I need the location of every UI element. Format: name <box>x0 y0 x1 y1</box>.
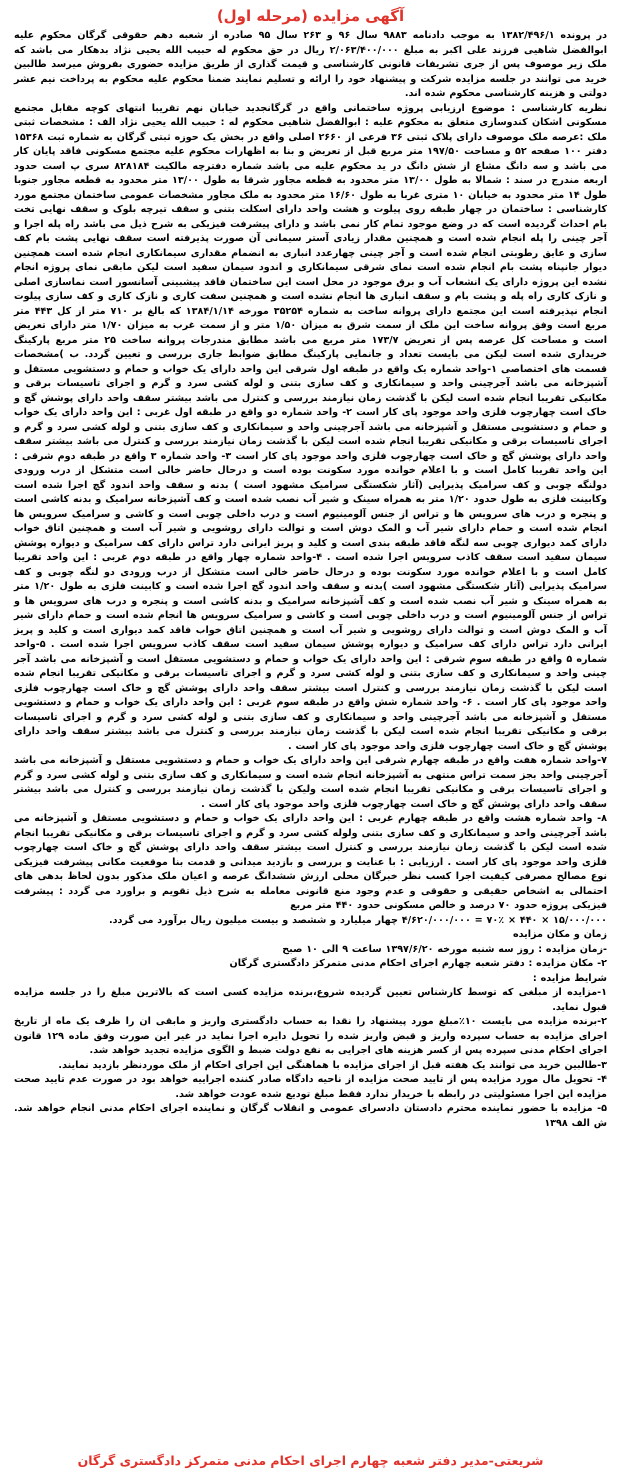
condition-item: ۳-طالبین خرید می توانند یک هفته قبل از اجرای مزایده با هماهنگی این اجرای احکام از ملک موردنظر بازدید نمایند. <box>58 1059 607 1071</box>
section-heading: شرایط مزایده : <box>532 972 607 984</box>
section-heading: زمان و مکان مزایده <box>512 929 607 940</box>
notice-paragraph: ۸- واحد شماره هشت واقع در طبقه چهارم غربی : این واحد دارای یک خواب و حمام و دستشویی مستقل و آشپزخانه می باشد آجرچینی واحد و سیمانکاری و کف سازی بتنی ولوله کشی سرد و گرم و اجرای تاسیسات برقی و مکانیکی تقریبا انجام شده است لیکن با گذشت زمان نیازمند بررسی و کنترل است بیشتر سقف واحد دارای پوشش گچ و خاک است چهارچوب فلزی واحد موجود پای کار است . ارزیابی : با عنایت و بررسی و بازدید میدانی و قدمت بنا موقعیت مکانی پیشرفت فیزیکی نوع مصالح مصرفی کیفیت اجرا کسب نظر خبرگان محلی ارزش ششدانگ عرصه و اعیان ملک مذکور بدون لحاظ بدهی های احتمالی به اشخاص حقیقی و حقوقی و عدم وجود منع قانونی معامله به شرح ذیل تقویم و براورد می گردد : پیشرفت فیزیکی پروژه حدود ۷۰ درصد و خالص مسکونی حدود ۴۴۰ متر مربع <box>14 813 607 911</box>
notice-paragraph: -زمان مزایده : روز سه شنبه مورخه ۱۳۹۷/۶/۲۰ ساعت ۹ الی ۱۰ صبح <box>282 943 607 955</box>
notice-paragraph: در پرونده ۱۳۸۲/۴۹۶/۱ به موجب دادنامه ۹۸۸۳ سال ۹۶ و ۲۶۳ سال ۹۵ صادره از شعبه دهم حقوقی گرگان محکوم علیه ابوالفضل شاهیی فرزند علی اکبر به مبلغ ۲/۰۶۳/۴۰۰/۰۰۰ ریال در حق محکوم له حبیب الله یحیی نژاد بدهکار می باشد که ملک زیر موصوف پس از جری تشریفات قانونی کارشناسی و قیمت گذاری از طریق مزایده حضوری بفروش میرسد طالبین خرید می توانند در جلسه مزایده شرکت و پیشنهاد خود را ارائه و تسلیم نمایند ضمنا محکوم علیه محکوم به پرداخت نیم عشر دولتی و هزینه کارشناسی محکوم شده اند. <box>14 30 608 99</box>
condition-item: ۱-مزایده از مبلغی که توسط کارشناس تعیین گردیده شروع،برنده مزایده کسی است که بالاترین مبلغ را در جلسه مزایده قبول نماید. <box>14 987 607 1013</box>
notice-body <box>14 29 607 1131</box>
notice-signature: شریعتی-مدیر دفتر شعبه چهارم اجرای احکام مدنی متمرکز دادگستری گرگان <box>77 1453 544 1468</box>
notice-paragraph: نظریه کارشناسی : موضوع ارزیابی پروژه ساختمانی واقع در گرگانجدید خیابان نهم تقریبا انتهای کوچه مقابل مجتمع مسکونی اشکان کندوسازی متعلق به محکوم علیه : ابوالفضل شاهیی محکوم له : حبیب الله یحیی نژاد الف : مشخصات ثبتی ملک :عرصه ملک موصوف دارای پلاک ثبتی ۳۶ فرعی از ۲۶۶۰ اصلی واقع در بخش یک حوزه ثبتی گرگان به شماره ثبت ۱۵۳۶۸ دفتر ۱۰۰ صفحه ۵۲ و مساحت ۱۹۷/۵۰ متر مربع قبل از تعریض و بنا به اظهارات محکوم علیه مجتمع مسکونی فاقد پایان کار می باشد و سه دانگ مشاع از شش دانگ در ید محکوم علیه می باشد شماره دفترچه مالکیت ۸۲۸۱۸۴ سری پ است حدود اربعه مندرج در سند : شمالا به طول ۱۳/۰۰ متر محدود به قطعه مجاور شرقا به طول ۱۳/۰۰ متر محدود به قطعه مجاور جنوبا طول ۱۴ متر محدود به خیابان ۱۰ متری غربا به طول ۱۶/۶۰ متر محدود به ملک مجاور مشخصات عمومی ساختمان مجتمع مورد کارشناسی : ساختمان در چهار طبقه روی پیلوت و هشت واحد دارای اسکلت بتنی و سقف تیرچه بلوک و سقف نهایی تخت بام احداث گردیده است که در وضع موجود تمام کار نمی باشد و دارای پیشرفت فیزیکی به شرح ذیل می باشد راه پله اجرا و آجر چینی را پله انجام شده است و همچنین مقدار زیادی آستر سیمانی آن صورت پذیرفته است سقف نهایی پشت بام کف سازی و عایق رطوبتی انجام شده است و آجر چینی چهارعدد انباری به انضمام مقداری سیمانکاری انجام شده است همچنین دیوار جانپناه پشت بام انجام شده است نمای شرقی سیمانکاری و اندود سیمان سفید است لیکن مابقی نمای پروژه انجام نشده این پروژه دارای یک انشعاب آب و برق موجود در محل است این ساختمان فاقد پیشبینی آسانسور است نماسازی اصلی و نازک کاری راه پله و پشت بام و سقف انباری ها انجام نشده است و همچنین سفت کاری و نازک کاری و کف سازی پیلوت انجام نپذیرفته است این مجتمع دارای پروانه ساخت به شماره ۳۵۲۵۴ مورخه ۱۳۸۴/۱/۱۴ که بالغ بر ۷۱۰ متر از کل ۴۴۳ متر مربع است وفق پروانه ساخت این ملک از سمت شرق به میزان ۱/۵۰ متر و از سمت غرب به میزان ۱/۷۰ متر دارای تعریض است و مساحت کل عرصه پس از تعریض ۱۷۳/۷ متر مربع می باشد مطابق مندرجات پروانه ساخت ۲۵ متر مربع پارکینگ خریداری شده است لیکن می بایست تعداد و جانمایی پارکینگ مطابق ضوابط جاری بررسی و تعیین گردد. ب )مشخصات قسمت های اختصاصی ۱-واحد شماره یک واقع در طبقه اول شرقی این واحد دارای یک خواب و حمام و دستشویی مستقل و آشپزخانه می باشد آجرچینی واحد و سیمانکاری و کف سازی بتنی و لوله کشی سرد و گرم و اجرای تاسیسات برقی و مکانیکی تقریبا انجام شده است لیکن با گذشت زمان نیازمند بررسی و کنترل می باشد بیشتر سقف واحد دارای پوشش گچ و خاک است چهارچوب فلزی واحد موجود پای کار است ۲- واحد شماره دو واقع در طبقه اول غربی : این واحد دارای یک خواب و حمام و دستشویی مستقل و آشپزخانه می باشد آجرچینی واحد و سیمانکاری و کف سازی بتنی و لوله کشی سرد و گرم و اجرای تاسیسات برقی و مکانیکی تقریبا انجام شده است لیکن با گذشت زمان نیازمند بررسی و کنترل می باشد بیشتر سقف واحد دارای پوشش گچ و خاک است چهارچوب فلزی واحد موجود پای کار است ۳- واحد شماره ۳ واقع در طبقه دوم شرقی : این واحد تقریبا کامل است و با اعلام خوانده مورد سکونت بوده است و درحال حاضر خالی است متشکل از درب ورودی دولنگه چوبی و کف سرامیک پذیرایی (آثار شکستگی سرامیک مشهود است ) بدنه و سقف واحد اندود گچ اجرا شده است وکابینت فلزی به طول حدود ۱/۲۰ متر به همراه سینک و شیر آب نصب شده است و کف آشپزخانه سرامیک و بدنه کاشی است و پنجره و درب های سرویس ها و تراس از جنس آلومینیوم است و درب داخلی چوبی است و کاشی و سرامیک سرویس ها انجام شده است و حمام دارای شیر آب و المک دوش است و توالت دارای روشویی و شیر آب است و همچنین اتاق خواب دارای کمد دیواری چوبی سه لنگه فاقد طبقه بندی است و کلید و پریز ایرانی دارد تراس دارای کف سرامیک و دیواره پوشش سیمان سفید است سقف کاذب سرویس اجرا شده است . ۴-واحد شماره چهار واقع در طبقه دوم غربی : این واحد تقریبا کامل است و با اعلام خوانده مورد سکونت بوده و درحال حاضر خالی است متشکل از درب ورودی دو لنگه چوبی و کف سرامیک پذیرایی (آثار شکستگی مشهود است )بدنه و سقف واحد اندود گچ اجرا شده است و کابینت فلزی به طول ۱/۲۰ متر به همراه سینک و شیر آب نصب شده است و کف آشپزخانه سرامیک و بدنه کاشی است و پنجره و درب های سرویس ها و تراس از جنس آلومینیوم است و درب داخلی چوبی است و کاشی و سرامیک سرویس ها انجام شده است و حمام دارای شیر آب و المک دوش است و توالت دارای روشویی و شیر آب است و همچنین اتاق خواب فاقد کمد دیواری است و کلید و پریز ایرانی دارد تراس دارای کف سرامیک و دیواره پوشش سیمان سفید است سقف کاذب سرویس اجرا شده است . ۵-واحد شماره ۵ واقع در طبقه سوم شرقی : این واحد دارای یک خواب و حمام و دستشویی مستقل است و آشپزخانه می باشد آجر چینی واحد و سیمانکاری و کف سازی بتنی و لوله کشی سرد و گرم و اجرای تاسیسات برقی و مکانیکی تقریبا انجام شده است لیکن با گذشت زمان نیازمند بررسی و کنترل است بیشتر سقف واحد دارای پوشش گچ و خاک است چهارچوب فلزی واحد موجود پای کار است . ۶- واحد شماره شش واقع در طبقه سوم غربی : این واحد دارای یک خواب و حمام و دستشویی مستقل و آشپزخانه می باشد آجرچینی واحد و سیمانکاری و کف سازی بتنی و لوله کشی سرد و گرم و اجرای تاسیسات برقی و مکانیکی تقریبا انجام شده است لیکن با گذشت زمان نیازمند بررسی و کنترل می باشد بیشتر سقف واحد دارای پوشش گچ و خاک است چهارچوب فلزی واحد موجود پای کار است . <box>14 102 608 752</box>
valuation-formula: ۱۵/۰۰۰/۰۰۰ × ۴۴۰ × ۷۰٪ = ۴/۶۲۰/۰۰۰/۰۰۰ چهار میلیارد و ششصد و بیست میلیون ریال برآورد می گردد. <box>108 914 607 926</box>
notice-paragraph: ۲- مکان مزایده : دفتر شعبه چهارم اجرای احکام مدنی متمرکز دادگستری گرگان <box>229 958 607 969</box>
condition-item: ۵- مزایده با حضور نماینده محترم دادستان دادسرای عمومی و انقلاب گرگان و نماینده اجرای احکام مدنی انجام خواهد شد. ش الف ۱۳۹۸ <box>14 1103 607 1129</box>
condition-item: ۴- تحویل مال مورد مزایده پس از تایید صحت مزایده از ناحیه دادگاه صادر کننده اجراییه خواهد بود در صورت عدم تایید صحت مزایده این اجرا مسئولیتی در رابطه با خریدار ندارد فقط مبلغ تودیع شده عودت خواهد شد. <box>14 1074 607 1100</box>
notice-title: آگهی مزایده (مرحله اول) <box>216 7 405 25</box>
condition-item: ۲-برنده مزایده می بایست ۱۰٪مبلغ مورد پیشنهاد را نقدا به حساب دادگستری واریز و مابقی ان را ظرف یک ماه از تاریخ اجرای مزایده به حساب سپرده واریز و قبض واریز شده را تحویل دایره اجرا نماید در غیر این صورت وفق ماده ۱۲۹ قانون اجرای احکام مدنی سپرده پس از کسر هزینه های اجرایی به نفع دولت ضبط و الگوی مزایده تجدید خواهد شد. <box>14 1016 608 1056</box>
notice-paragraph: ۷-واحد شماره هفت واقع در طبقه چهارم شرقی این واحد دارای یک خواب و حمام و دستشویی مستقل و آشپزخانه می باشد آجرچینی واحد بجز سمت تراس منتهی به آشپزخانه انجام شده است و سیمانکاری و کف سازی بتنی و لوله کشی سرد و گرم و اجرای تاسیسات برقی و مکانیکی تقریبا انجام شده است ولیکن با گذشت زمان نیازمند بررسی و کنترل می باشد بیشتر سقف واحد دارای پوشش گچ و خاک است چهارچوب فلزی واحد موجود پای کار است . <box>14 755 607 810</box>
